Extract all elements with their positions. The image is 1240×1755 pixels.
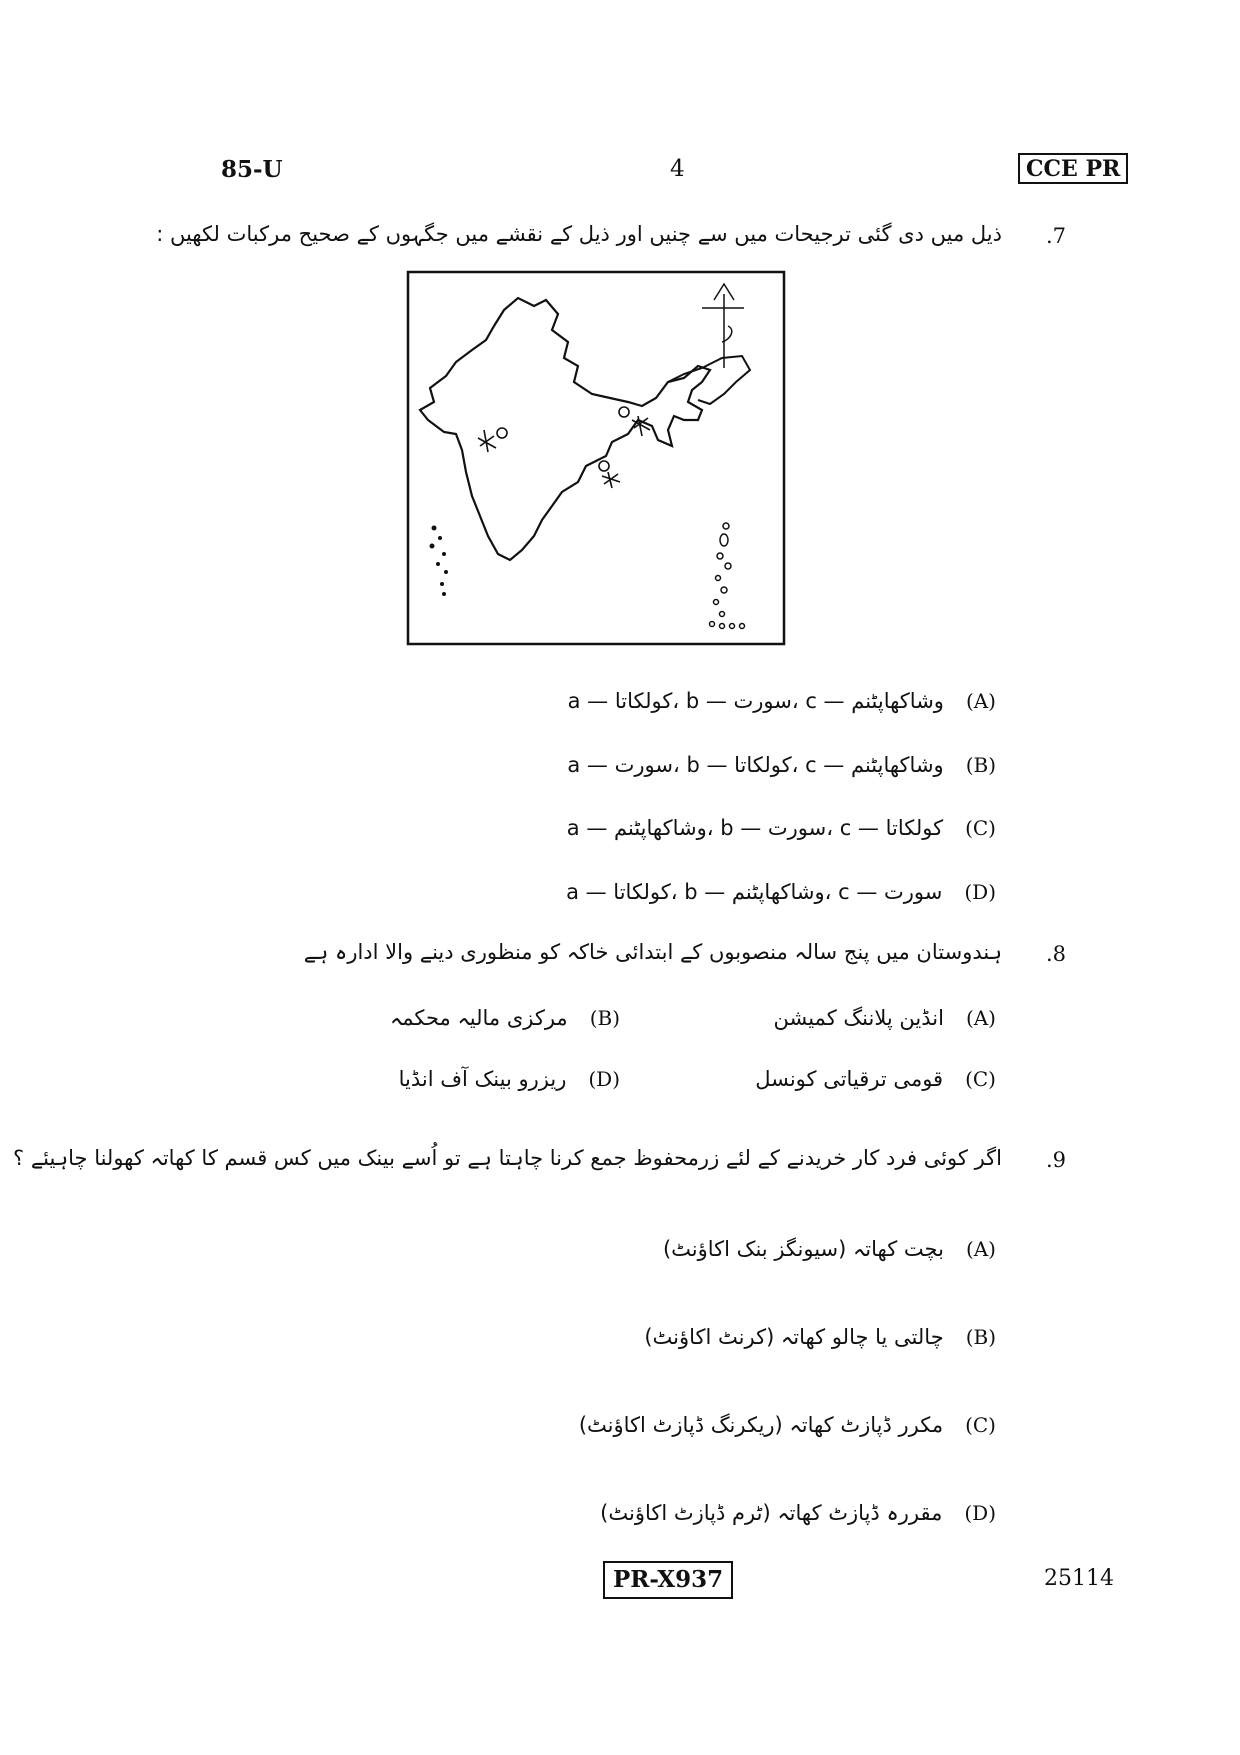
cce-pr-badge: CCE PR xyxy=(1018,153,1128,184)
q9-number: .9 xyxy=(1046,1148,1067,1172)
lakshadweep-islands xyxy=(430,526,449,597)
q8-option-d xyxy=(399,1064,620,1094)
q9-option-b-label: (B) xyxy=(965,1325,996,1349)
q7-option-a xyxy=(568,686,996,716)
q7-option-c-label: (C) xyxy=(965,816,996,840)
q9-option-b xyxy=(644,1322,996,1352)
q7-text: ذیل میں دی گئی ترجیحات میں سے چنیں اور ذیل کے نقشے میں جگہوں کے صحیح مرکبات لکھیں : xyxy=(156,222,1002,246)
andaman-nicobar-islands xyxy=(710,523,745,629)
q9-option-a-label: (A) xyxy=(965,1237,996,1261)
footer-serial-number: 25114 xyxy=(1044,1566,1114,1591)
q9-option-a xyxy=(663,1234,996,1264)
q8-number: .8 xyxy=(1046,942,1067,966)
q9-option-d-label: (D) xyxy=(964,1501,996,1525)
marker-b-bengal xyxy=(619,407,650,436)
q9-option-a-text: بچت کھاتہ (سیونگز بنک اکاؤنٹ) xyxy=(662,1237,944,1261)
q7-option-b-text: a — سورت، b — کولکاتا، c — وشاکھاپٹنم xyxy=(567,753,944,777)
q9-option-d xyxy=(600,1498,996,1528)
q8-option-d-label: (D) xyxy=(588,1067,620,1091)
india-map xyxy=(406,270,786,646)
q8-option-b-text: مرکزی مالیہ محکمہ xyxy=(389,1006,568,1030)
q8-option-a-text: انڈین پلاننگ کمیشن xyxy=(773,1006,944,1030)
q7-option-a-text: a — کولکاتا، b — سورت، c — وشاکھاپٹنم xyxy=(567,689,944,713)
north-arrow-icon xyxy=(702,284,744,368)
paper-code: 85-U xyxy=(221,156,283,183)
q7-number: .7 xyxy=(1046,224,1067,248)
q7-option-d-text: a — کولکاتا، b — وشاکھاپٹنم، c — سورت xyxy=(566,880,943,904)
q7-option-d xyxy=(566,877,996,907)
india-outline xyxy=(420,298,710,560)
marker-c-andhra xyxy=(599,461,620,488)
q8-option-b xyxy=(390,1003,620,1033)
q7-option-c xyxy=(567,813,996,843)
q9-option-c-text: مکرر ڈپازٹ کھاتہ (ریکرنگ ڈپازٹ اکاؤنٹ) xyxy=(578,1413,944,1437)
q9-option-b-text: چالتی یا چالو کھاتہ (کرنٹ اکاؤنٹ) xyxy=(644,1325,944,1349)
page-number: 4 xyxy=(670,156,685,182)
q9-option-d-text: مقررہ ڈپازٹ کھاتہ (ٹرم ڈپازٹ اکاؤنٹ) xyxy=(600,1501,943,1525)
q8-option-a-label: (A) xyxy=(965,1006,996,1030)
q7-option-b xyxy=(567,750,996,780)
q8-option-c-text: قومی ترقیاتی کونسل xyxy=(755,1067,944,1091)
q7-option-a-label: (A) xyxy=(965,689,996,713)
footer-paper-code: PR-X937 xyxy=(603,1561,733,1599)
q9-option-c-label: (C) xyxy=(965,1413,996,1437)
q8-option-d-text: ریزرو بینک آف انڈیا xyxy=(398,1067,567,1091)
q9-option-c xyxy=(579,1410,996,1440)
q8-option-b-label: (B) xyxy=(589,1006,620,1030)
q8-option-c-label: (C) xyxy=(965,1067,996,1091)
marker-a-gujarat xyxy=(478,428,507,452)
q8-text: ہندوستان میں پنج سالہ منصوبوں کے ابتدائی خاکہ کو منظوری دینے والا ادارہ ہے xyxy=(303,940,1002,964)
q8-option-a xyxy=(774,1003,997,1033)
q7-option-b-label: (B) xyxy=(965,753,996,777)
q8-option-c xyxy=(755,1064,996,1094)
q9-text: اگر کوئی فرد کار خریدنے کے لئے زرمحفوظ جمع کرنا چاہتا ہے تو اُسے بینک میں کس قسم کا کھاتہ کھولنا چاہیئے ؟ xyxy=(13,1146,1002,1170)
q7-option-c-text: a — وشاکھاپٹنم، b — سورت، c — کولکاتا xyxy=(566,816,944,840)
q7-option-d-label: (D) xyxy=(964,880,996,904)
